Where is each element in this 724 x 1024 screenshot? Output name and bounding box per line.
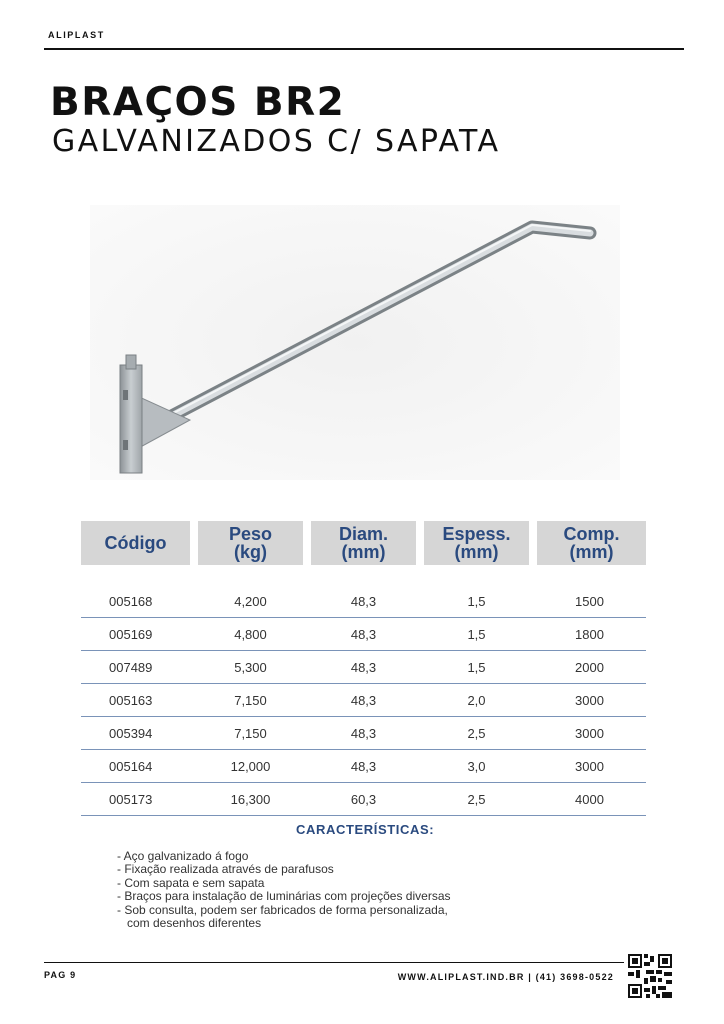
column-header-diam xyxy=(307,521,420,565)
column-header-label: Peso xyxy=(228,524,273,544)
column-header-unit: (mm) xyxy=(569,542,614,562)
cell-espess: 1,5 xyxy=(420,585,533,618)
cell-comp: 1500 xyxy=(533,585,646,618)
cell-espess: 1,5 xyxy=(420,618,533,651)
cell-peso: 7,150 xyxy=(194,684,307,717)
cell-peso: 7,150 xyxy=(194,717,307,750)
cell-peso: 5,300 xyxy=(194,651,307,684)
cell-codigo: 005173 xyxy=(81,783,194,816)
qr-code-icon xyxy=(628,954,672,998)
column-header-label: Código xyxy=(104,533,167,553)
column-header-unit: (mm) xyxy=(341,542,386,562)
table-row xyxy=(81,783,646,816)
cell-codigo: 005394 xyxy=(81,717,194,750)
bottom-divider xyxy=(44,962,624,963)
cell-codigo: 007489 xyxy=(81,651,194,684)
table-row xyxy=(81,750,646,783)
list-item: - Sob consulta, podem ser fabricados de forma personalizada, xyxy=(117,902,448,917)
cell-comp: 3000 xyxy=(533,684,646,717)
cell-comp: 1800 xyxy=(533,618,646,651)
cell-peso: 4,200 xyxy=(194,585,307,618)
specifications-table xyxy=(81,521,646,816)
cell-espess: 2,5 xyxy=(420,717,533,750)
cell-diam: 48,3 xyxy=(307,750,420,783)
column-header-peso xyxy=(194,521,307,565)
table-row xyxy=(81,585,646,618)
features-list xyxy=(117,850,451,930)
cell-codigo: 005163 xyxy=(81,684,194,717)
column-header-label: Espess. xyxy=(442,524,511,544)
top-divider xyxy=(44,48,684,50)
page-title: BRAÇOS BR2 xyxy=(50,80,346,125)
cell-peso: 16,300 xyxy=(194,783,307,816)
cell-codigo: 005169 xyxy=(81,618,194,651)
list-item: - Fixação realizada através de parafusos xyxy=(117,862,334,877)
cell-diam: 48,3 xyxy=(307,618,420,651)
column-header-label: Diam. xyxy=(338,524,389,544)
cell-espess: 1,5 xyxy=(420,651,533,684)
cell-espess: 3,0 xyxy=(420,750,533,783)
column-header-comp xyxy=(533,521,646,565)
column-header-unit: (mm) xyxy=(454,542,499,562)
list-item: - Aço galvanizado á fogo xyxy=(117,849,249,863)
column-header-codigo xyxy=(81,521,194,565)
column-header-espess xyxy=(420,521,533,565)
list-item: com desenhos diferentes xyxy=(127,916,262,931)
table-row xyxy=(81,717,646,750)
cell-comp: 4000 xyxy=(533,783,646,816)
list-item: - Com sapata e sem sapata xyxy=(117,875,265,890)
table-header-row xyxy=(81,521,646,565)
column-header-label: Comp. xyxy=(563,524,620,544)
cell-peso: 12,000 xyxy=(194,750,307,783)
cell-diam: 48,3 xyxy=(307,585,420,618)
column-header-unit: (kg) xyxy=(234,542,267,562)
table-row xyxy=(81,618,646,651)
features-heading: CARACTERÍSTICAS: xyxy=(296,822,435,837)
product-photo xyxy=(90,205,620,480)
table-row xyxy=(81,651,646,684)
cell-comp: 3000 xyxy=(533,717,646,750)
cell-diam: 48,3 xyxy=(307,684,420,717)
cell-diam: 60,3 xyxy=(307,783,420,816)
cell-diam: 48,3 xyxy=(307,717,420,750)
cell-diam: 48,3 xyxy=(307,651,420,684)
footer-contact: WWW.ALIPLAST.IND.BR | (41) 3698-0522 xyxy=(397,972,614,982)
table-spacer xyxy=(81,565,646,585)
cell-comp: 2000 xyxy=(533,651,646,684)
cell-peso: 4,800 xyxy=(194,618,307,651)
cell-codigo: 005164 xyxy=(81,750,194,783)
table-row xyxy=(81,684,646,717)
list-item: - Braços para instalação de luminárias com projeções diversas xyxy=(117,889,451,904)
page-number: PAG 9 xyxy=(44,970,77,980)
cell-codigo: 005168 xyxy=(81,585,194,618)
cell-espess: 2,0 xyxy=(420,684,533,717)
page-subtitle: GALVANIZADOS C/ SAPATA xyxy=(52,124,501,159)
cell-comp: 3000 xyxy=(533,750,646,783)
brand-name: ALIPLAST xyxy=(48,30,105,40)
cell-espess: 2,5 xyxy=(420,783,533,816)
